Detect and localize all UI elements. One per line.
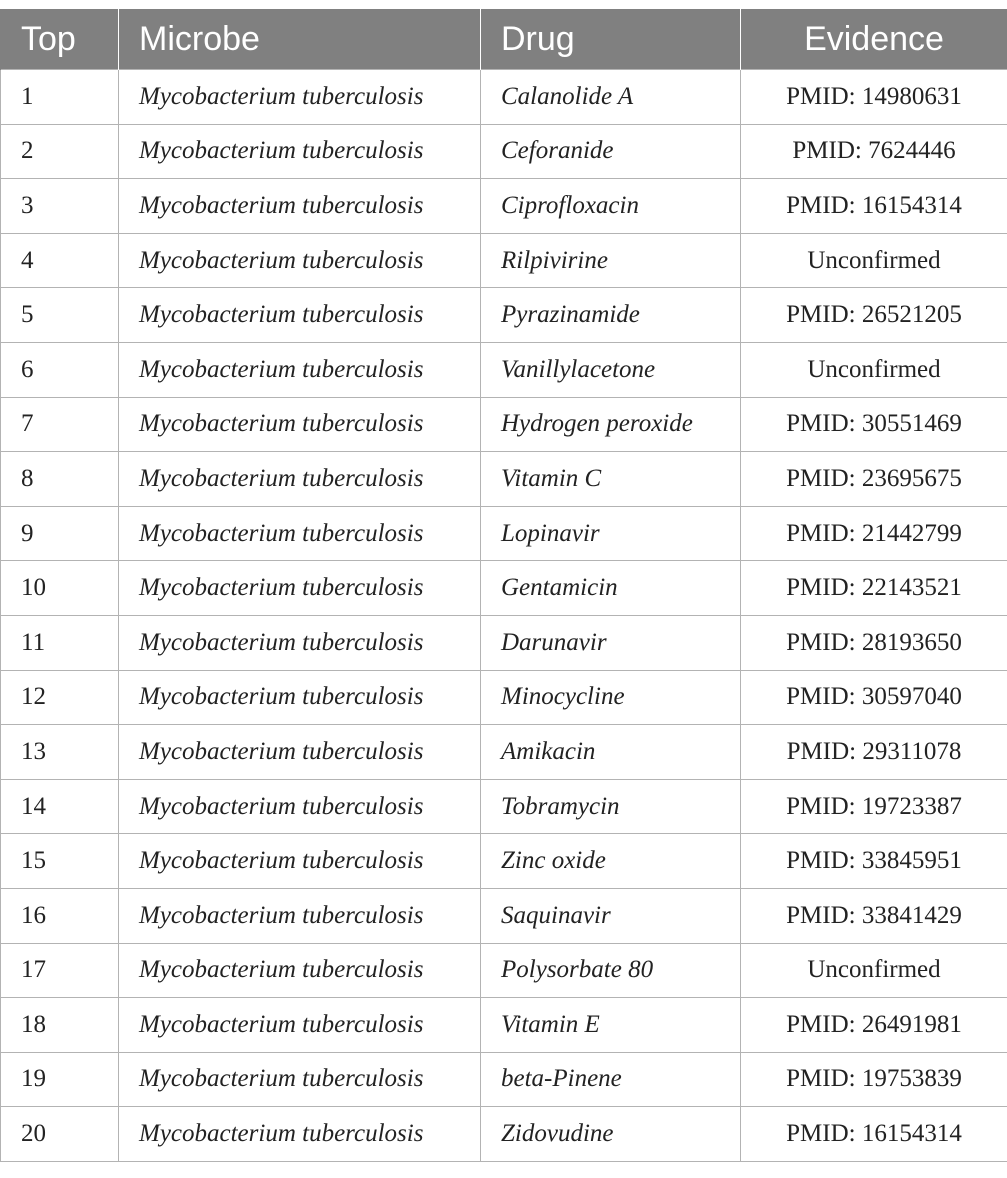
rank-cell: 16 [1,888,119,943]
drug-cell: Zinc oxide [481,834,741,889]
microbe-cell: Mycobacterium tuberculosis [119,834,481,889]
table-row [1,998,1007,1053]
evidence-cell: PMID: 19723387 [741,779,1007,834]
evidence-cell: Unconfirmed [741,342,1007,397]
header-drug: Drug [481,9,741,70]
table-row [1,506,1007,561]
evidence-cell: PMID: 7624446 [741,124,1007,179]
table-row [1,1052,1007,1107]
microbe-cell: Mycobacterium tuberculosis [119,452,481,507]
drug-cell: Amikacin [481,725,741,780]
rank-cell: 3 [1,179,119,234]
evidence-cell: PMID: 16154314 [741,179,1007,234]
rank-cell: 6 [1,342,119,397]
microbe-cell: Mycobacterium tuberculosis [119,124,481,179]
table-row [1,779,1007,834]
evidence-cell: Unconfirmed [741,943,1007,998]
drug-cell: Pyrazinamide [481,288,741,343]
drug-cell: beta-Pinene [481,1052,741,1107]
header-evidence: Evidence [741,9,1007,70]
table-row [1,452,1007,507]
rank-cell: 14 [1,779,119,834]
evidence-cell: PMID: 33845951 [741,834,1007,889]
table-row [1,670,1007,725]
microbe-cell: Mycobacterium tuberculosis [119,70,481,125]
drug-cell: Tobramycin [481,779,741,834]
microbe-cell: Mycobacterium tuberculosis [119,179,481,234]
table-row [1,342,1007,397]
drug-cell: Ciprofloxacin [481,179,741,234]
table-row [1,397,1007,452]
evidence-cell: PMID: 16154314 [741,1107,1007,1162]
evidence-cell: PMID: 14980631 [741,70,1007,125]
header-top: Top [1,9,119,70]
table-row [1,70,1007,125]
drug-cell: Polysorbate 80 [481,943,741,998]
drug-cell: Vitamin C [481,452,741,507]
rank-cell: 12 [1,670,119,725]
microbe-cell: Mycobacterium tuberculosis [119,342,481,397]
rank-cell: 4 [1,233,119,288]
microbe-cell: Mycobacterium tuberculosis [119,397,481,452]
drug-cell: Minocycline [481,670,741,725]
table-row [1,561,1007,616]
evidence-cell: PMID: 29311078 [741,725,1007,780]
microbe-cell: Mycobacterium tuberculosis [119,1107,481,1162]
evidence-cell: Unconfirmed [741,233,1007,288]
drug-cell: Saquinavir [481,888,741,943]
drug-cell: Rilpivirine [481,233,741,288]
microbe-cell: Mycobacterium tuberculosis [119,998,481,1053]
evidence-cell: PMID: 19753839 [741,1052,1007,1107]
microbe-cell: Mycobacterium tuberculosis [119,725,481,780]
drug-cell: Zidovudine [481,1107,741,1162]
rank-cell: 19 [1,1052,119,1107]
table-row [1,124,1007,179]
microbe-cell: Mycobacterium tuberculosis [119,506,481,561]
drug-cell: Vanillylacetone [481,342,741,397]
rank-cell: 13 [1,725,119,780]
table-row [1,834,1007,889]
evidence-cell: PMID: 33841429 [741,888,1007,943]
table-row [1,179,1007,234]
rank-cell: 8 [1,452,119,507]
drug-cell: Hydrogen peroxide [481,397,741,452]
drug-cell: Calanolide A [481,70,741,125]
evidence-cell: PMID: 26491981 [741,998,1007,1053]
microbe-cell: Mycobacterium tuberculosis [119,561,481,616]
evidence-cell: PMID: 30597040 [741,670,1007,725]
header-row [1,9,1007,70]
drug-cell: Vitamin E [481,998,741,1053]
evidence-cell: PMID: 28193650 [741,615,1007,670]
evidence-cell: PMID: 30551469 [741,397,1007,452]
rank-cell: 10 [1,561,119,616]
table-row [1,1107,1007,1162]
rank-cell: 18 [1,998,119,1053]
microbe-cell: Mycobacterium tuberculosis [119,670,481,725]
table-row [1,288,1007,343]
rank-cell: 9 [1,506,119,561]
table-body [1,70,1007,1162]
evidence-cell: PMID: 21442799 [741,506,1007,561]
rank-cell: 15 [1,834,119,889]
microbe-cell: Mycobacterium tuberculosis [119,288,481,343]
microbe-cell: Mycobacterium tuberculosis [119,943,481,998]
table-row [1,888,1007,943]
table-row [1,725,1007,780]
rank-cell: 2 [1,124,119,179]
rank-cell: 5 [1,288,119,343]
rank-cell: 11 [1,615,119,670]
microbe-cell: Mycobacterium tuberculosis [119,779,481,834]
microbe-cell: Mycobacterium tuberculosis [119,233,481,288]
microbe-cell: Mycobacterium tuberculosis [119,615,481,670]
drug-cell: Ceforanide [481,124,741,179]
drug-cell: Lopinavir [481,506,741,561]
results-table [0,9,1007,1162]
rank-cell: 1 [1,70,119,125]
rank-cell: 17 [1,943,119,998]
table-header [1,9,1007,70]
microbe-cell: Mycobacterium tuberculosis [119,888,481,943]
rank-cell: 20 [1,1107,119,1162]
header-microbe: Microbe [119,9,481,70]
table-row [1,233,1007,288]
microbe-cell: Mycobacterium tuberculosis [119,1052,481,1107]
drug-cell: Darunavir [481,615,741,670]
evidence-cell: PMID: 23695675 [741,452,1007,507]
table-row [1,943,1007,998]
drug-cell: Gentamicin [481,561,741,616]
rank-cell: 7 [1,397,119,452]
table-row [1,615,1007,670]
evidence-cell: PMID: 22143521 [741,561,1007,616]
evidence-cell: PMID: 26521205 [741,288,1007,343]
